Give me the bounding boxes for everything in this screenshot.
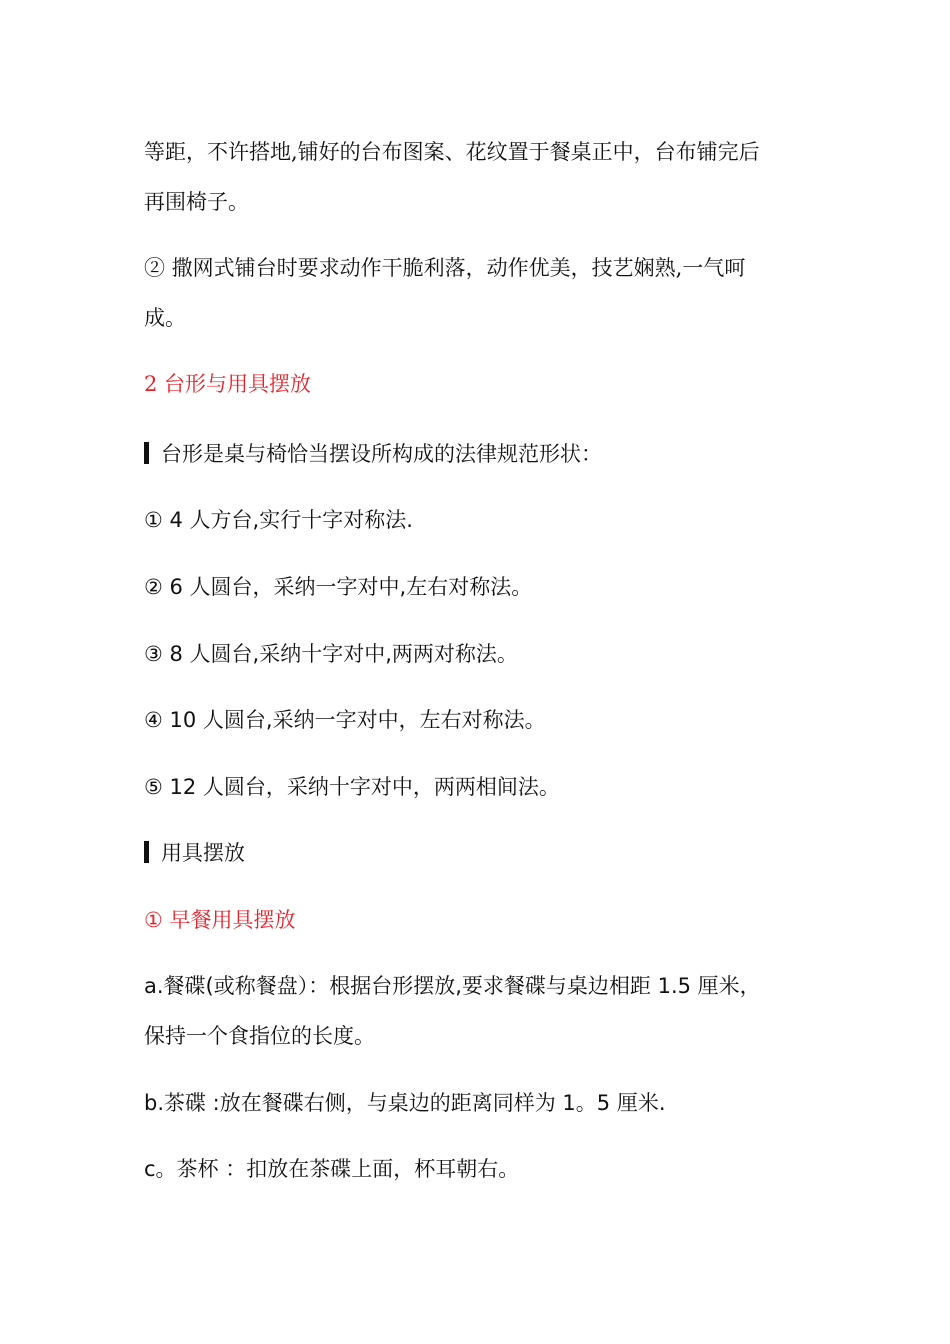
section-heading: 2 台形与用具摆放 — [144, 372, 312, 396]
paragraph-line: 保持一个食指位的长度。 — [144, 1024, 375, 1048]
list-item: ① 4 人方台,实行十字对称法. — [144, 508, 413, 532]
list-item: ⑤ 12 人圆台，采纳十字对中，两两相间法。 — [144, 775, 560, 799]
subheading-text: 用具摆放 — [161, 841, 245, 865]
list-item: ④ 10 人圆台,采纳一字对中，左右对称法。 — [144, 708, 546, 732]
list-item: ② 6 人圆台，采纳一字对中,左右对称法。 — [144, 575, 533, 599]
breakfast-heading: ① 早餐用具摆放 — [144, 908, 296, 932]
paragraph-line: 再围椅子。 — [144, 190, 249, 214]
paragraph-line: c。茶杯 ：扣放在茶碟上面，杯耳朝右。 — [144, 1157, 520, 1181]
heading-bar-marker — [144, 841, 149, 863]
list-item: ③ 8 人圆台,采纳十字对中,两两对称法。 — [144, 642, 518, 666]
paragraph-line: 等距，不许搭地,铺好的台布图案、花纹置于餐桌正中，台布铺完后 — [144, 140, 760, 164]
paragraph-line: b.茶碟 :放在餐碟右侧，与桌边的距离同样为 1。5 厘米. — [144, 1091, 666, 1115]
paragraph-line: a.餐碟(或称餐盘）：根据台形摆放,要求餐碟与桌边相距 1.5 厘米， — [144, 974, 761, 998]
subheading-text: 台形是桌与椅恰当摆设所构成的法律规范形状： — [161, 442, 602, 466]
subheading-shapes — [144, 440, 602, 468]
paragraph-line: ② 撒网式铺台时要求动作干脆利落，动作优美，技艺娴熟,一气呵 — [144, 256, 746, 280]
subheading-utensils — [144, 839, 245, 867]
paragraph-line: 成。 — [144, 306, 186, 330]
heading-bar-marker — [144, 442, 149, 464]
